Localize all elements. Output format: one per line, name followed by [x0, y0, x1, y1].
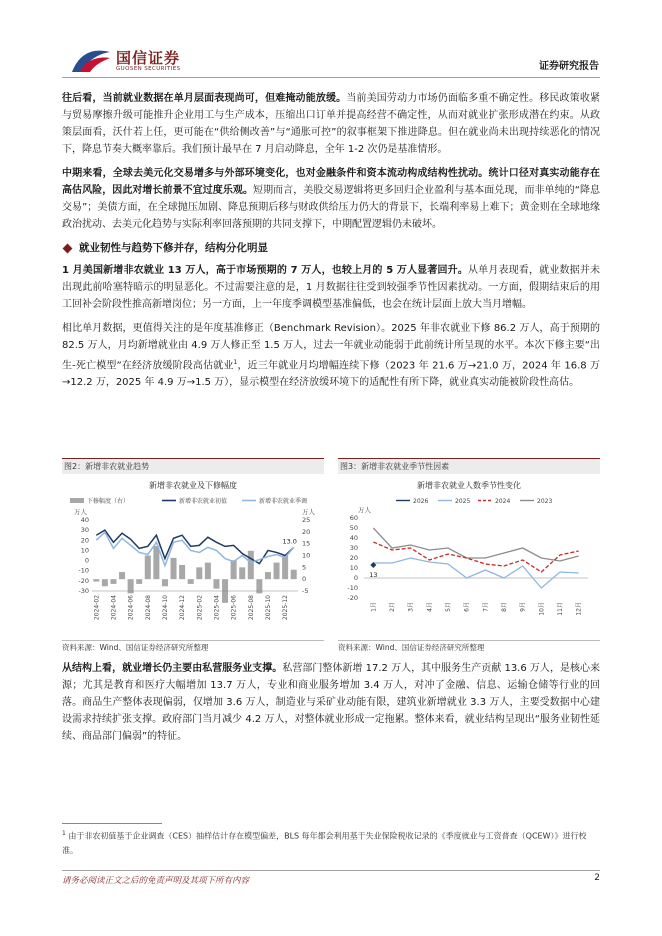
figure-3 — [338, 458, 600, 654]
series-line-2023 — [373, 528, 578, 561]
paragraph-benchmark-revision — [62, 320, 600, 391]
y-tick-label: 40 — [349, 534, 358, 542]
footer-disclaimer[interactable]: 请务必阅读正文之后的免责声明及其项下所有内容 — [62, 876, 250, 886]
footnote-ref[interactable]: 1 — [233, 359, 238, 366]
right-tick-label: 20 — [302, 527, 311, 536]
x-tick-label: 2025-12 — [282, 595, 290, 621]
revision-bar — [102, 579, 108, 586]
figure-3-source: 资料来源：Wind、国信证券经济研究所整理 — [338, 643, 485, 652]
right-tick-label: 15 — [302, 539, 311, 548]
y-tick-label: -10 — [347, 584, 358, 592]
brand-name-cn: 国信证券 — [116, 49, 181, 67]
x-tick-label: 8月 — [501, 602, 508, 612]
left-tick-label: -20 — [78, 576, 89, 585]
revision-bar — [119, 572, 125, 579]
figure-2 — [62, 458, 324, 654]
right-tick-label: 25 — [302, 516, 311, 524]
footnote — [62, 827, 600, 858]
paragraph-january-body: 从单月表现看，就业数据并未出现此前哈塞特暗示的明显恶化。不过需要注意的是，1 月数据往往受到较强季节性因素扰动。一方面，假期结束后的用工回补会阶段性推高新增岗位；另一方面，上一年度季调模型基准偏低，也会在统计层面上放大当月增幅。 — [62, 265, 600, 310]
revision-bar — [188, 579, 194, 584]
figure-3-divider — [338, 640, 600, 641]
legend-label: 2026 — [413, 498, 429, 505]
seasonally-adjusted-line — [96, 532, 293, 565]
x-tick-label: 2025-02 — [196, 595, 204, 621]
x-tick-label: 5月 — [445, 602, 452, 612]
left-tick-label: 20 — [80, 536, 89, 545]
y-tick-label: 0 — [353, 574, 358, 582]
revision-bar — [196, 567, 202, 579]
left-tick-label: -30 — [78, 587, 89, 595]
figures-row — [62, 458, 600, 654]
paragraph-midterm-lead: 中期来看，全球去美元化交易增多与外部环境变化，也对金融条件和资本流动构成结构性扰动。统计口径对真实动能存在高估风险，因此对增长前景不宜过度乐观。 — [62, 168, 600, 196]
y-tick-label: 50 — [349, 524, 358, 532]
paragraph-outlook-lead: 往后看，当前就业数据在单月层面表现尚可，但难掩动能放缓。 — [62, 93, 347, 104]
structure-section — [62, 660, 600, 752]
nonfarm-seasonal-chart — [338, 476, 600, 641]
left-tick-label: 0 — [84, 556, 89, 565]
right-tick-label: 0 — [302, 575, 307, 584]
chart-title: 新增非农就业及下修幅度 — [149, 481, 237, 490]
legend-label: 新增非农就业季调 — [259, 498, 308, 505]
x-tick-label: 2025-04 — [213, 595, 221, 621]
x-tick-label: 2024-06 — [127, 595, 135, 621]
x-tick-label: 12月 — [575, 602, 583, 616]
revision-bar — [93, 579, 99, 581]
y-axis-unit: 万人 — [358, 506, 371, 514]
x-tick-label: 2024-12 — [179, 595, 187, 621]
legend-label: 2023 — [537, 498, 553, 505]
paragraph-january-payrolls — [62, 262, 600, 313]
left-tick-label: 30 — [80, 526, 89, 535]
diamond-bullet-icon — [63, 243, 73, 253]
figure-2-divider — [62, 640, 324, 641]
page-number: 2 — [594, 873, 600, 883]
left-tick-label: 10 — [80, 546, 89, 555]
x-tick-label: 6月 — [463, 602, 471, 612]
section-heading — [62, 240, 600, 256]
revision-bar — [179, 565, 185, 579]
x-tick-label: 1月 — [370, 602, 378, 612]
y-tick-label: 30 — [349, 544, 358, 552]
revision-bar — [162, 579, 168, 586]
revision-bar — [248, 551, 254, 579]
revision-bar — [265, 572, 271, 579]
revision-bar — [213, 579, 219, 588]
report-type-label: 证券研究报告 — [539, 61, 599, 72]
revision-bar — [239, 567, 245, 579]
guosen-logo-icon — [70, 44, 112, 76]
paragraph-structure — [62, 660, 600, 745]
footer-divider — [62, 870, 600, 871]
legend-label: 2024 — [495, 498, 511, 505]
paragraph-structure-lead: 从结构上看，就业增长仍主要由私营服务业支撑。 — [62, 663, 283, 674]
x-tick-label: 2025-06 — [230, 595, 238, 621]
x-tick-label: 2024-02 — [93, 595, 101, 621]
x-tick-label: 10月 — [538, 602, 546, 616]
x-tick-label: 2024-10 — [161, 595, 169, 621]
revision-bar — [291, 570, 297, 579]
last-value-label: 13.0 — [282, 537, 297, 546]
x-tick-label: 2025-08 — [247, 595, 255, 621]
left-axis-unit: 万人 — [74, 508, 87, 516]
right-axis-unit: 万人 — [302, 508, 315, 516]
chart-title: 新增非农就业人数季节性变化 — [417, 481, 521, 490]
y-tick-label: 20 — [349, 554, 358, 562]
legend-swatch — [70, 498, 84, 503]
revision-bar — [145, 556, 151, 580]
x-tick-label: 2025-10 — [264, 595, 272, 621]
footnote-number: 1 — [62, 830, 66, 837]
footnote-text: 由于非农初值基于企业调查（CES）抽样估计存在模型偏差，BLS 每年都会利用基于失业保险税收记录的《季度就业与工资普查（QCEW）》进行校准。 — [62, 831, 587, 855]
revision-bar — [205, 563, 211, 580]
y-tick-label: 60 — [349, 514, 358, 522]
nonfarm-trend-chart — [62, 476, 324, 641]
footnote-divider — [62, 823, 162, 824]
page-header — [0, 0, 662, 80]
section-heading-text: 就业韧性与趋势下修并存，结构分化明显 — [79, 242, 268, 254]
y-tick-label: -20 — [347, 594, 358, 602]
revision-bar — [231, 560, 237, 579]
x-tick-label: 2024-04 — [110, 595, 118, 621]
figure-2-source: 资料来源：Wind、国信证券经济研究所整理 — [62, 643, 209, 652]
paragraph-benchmark-body-a: 相比单月数据，更值得关注的是年度基准修正（Benchmark Revision）。2025 年非农就业下修 86.2 万人，高于预期的 82.5 万人，月均新增就业由 4.9 万人修正至 1.5 万人，过去一年就业动能弱于此前统计所呈现的水平。本次下修主要“出生-死亡模型”在经济放缓阶段高估就业 — [62, 323, 600, 372]
figure-3-caption: 图3：新增非农就业季节性因素 — [338, 458, 600, 474]
right-tick-label: 5 — [302, 563, 307, 572]
right-tick-label: -5 — [302, 587, 309, 595]
brand-name-en: GUOSEN SECURITIES — [116, 66, 181, 72]
figure-2-caption: 图2：新增非农就业趋势 — [62, 458, 324, 474]
x-tick-label: 2024-08 — [144, 595, 152, 621]
x-tick-label: 11月 — [557, 602, 564, 616]
revision-bar — [171, 558, 177, 579]
paragraph-midterm — [62, 165, 600, 233]
right-tick-label: 10 — [302, 551, 311, 560]
revision-bar — [274, 563, 280, 580]
revision-bar — [153, 546, 159, 579]
revision-bar — [110, 579, 116, 584]
point-value-label: 13 — [369, 571, 378, 579]
paragraph-benchmark-body-b: ，近三年就业月均增幅连续下修（2023 年 21.6 万→21.0 万，2024 年 16.8 万→12.2 万，2025 年 4.9 万→1.5 万），显示模型在经济放缓环境下的适配性有所下降，就业真实动能被阶段性高估。 — [62, 360, 600, 389]
revision-bar — [136, 579, 142, 584]
paragraph-outlook-body: 当前美国劳动力市场仍面临多重不确定性。移民政策收紧与贸易摩擦升级可能推升企业用工与生产成本，压缩出口订单并提高经营不确定性，从而对就业扩张形成潜在约束。从政策层面看，沃什若上任，更可能在“供给侧改善”与“通胀可控”的叙事框架下推进降息。但在就业尚未出现持续恶化的情况下，降息节奏大概率靠后。我们预计最早在 7 月启动降息，全年 1-2 次仍是基准情形。 — [62, 93, 601, 155]
x-tick-label: 9月 — [519, 602, 527, 612]
paragraph-outlook — [62, 90, 600, 158]
series-line-2025 — [373, 558, 578, 588]
x-tick-label: 4月 — [426, 602, 434, 612]
paragraph-january-lead: 1 月美国新增非农就业 13 万人，高于市场预期的 7 万人，也较上月的 5 万人显著回升。 — [62, 265, 468, 276]
paragraph-midterm-body: 短期而言，美股交易逻辑将更多回归企业盈利与基本面兑现，而非单纯的“降息交易”；美债方面，在全球抛压加剧、降息预期后移与财政供给压力仍大的背景下，长端利率易上难下；黄金则在全球地缘政治扰动、去美元化趋势与实际利率回落预期的共同支撑下，中期配置逻辑仍未破坏。 — [62, 185, 601, 230]
left-tick-label: -10 — [78, 566, 89, 575]
revision-bar — [282, 556, 288, 580]
legend-label: 下修幅度（右） — [87, 498, 130, 505]
legend-label: 新增非农就业初值 — [179, 498, 228, 505]
x-tick-label: 3月 — [407, 602, 415, 612]
paragraph-structure-body: 私营部门整体新增 17.2 万人，其中服务生产贡献 13.6 万人，是核心来源；尤其是教育和医疗大幅增加 13.7 万人，专业和商业服务增加 3.4 万人，对冲了金融、信息、运输仓储等行业的回落。商品生产整体表现偏弱，仅增加 3.6 万人，制造业与采矿业动能有限，建筑业新增就业 3.3 万人，主要受数据中心建设需求持续扩张支撑。政府部门当月减少 4.2 万人，对整体就业形成一定拖累。整体来看，就业结构呈现出“服务业韧性延续、商品部门偏弱”的特征。 — [62, 663, 601, 742]
x-tick-label: 2月 — [389, 602, 396, 612]
y-tick-label: 10 — [349, 564, 358, 572]
main-content — [62, 90, 600, 398]
x-tick-label: 7月 — [482, 602, 490, 612]
header-divider — [62, 77, 600, 78]
legend-label: 2025 — [455, 498, 471, 505]
left-tick-label: 40 — [80, 516, 89, 524]
